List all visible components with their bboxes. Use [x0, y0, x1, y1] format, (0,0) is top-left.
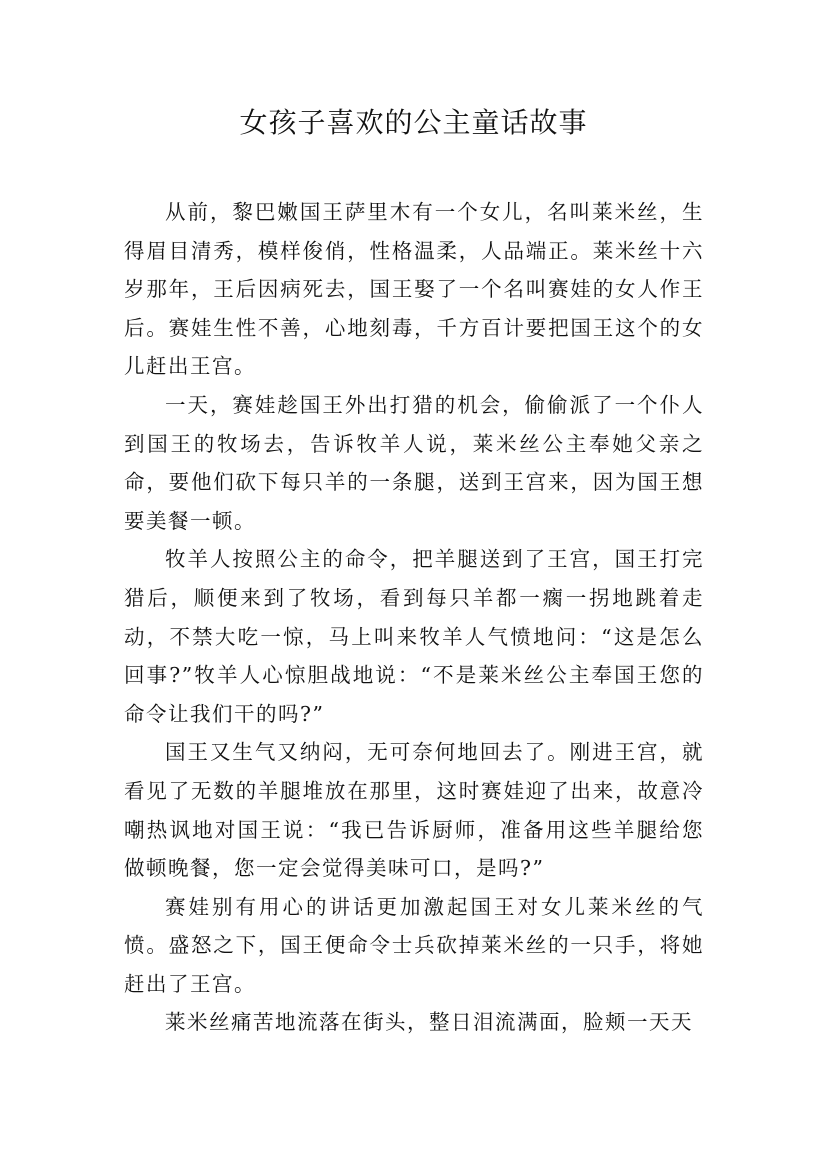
paragraph: 从前，黎巴嫩国王萨里木有一个女儿，名叫莱米丝，生得眉目清秀，模样俊俏，性格温柔，人品端正。莱米丝十六岁那年，王后因病死去，国王娶了一个名叫赛娃的女人作王后。赛娃生性不善，心地刻毒，千方百计要把国王这个的女儿赶出王宫。 [124, 200, 704, 379]
document-title: 女孩子喜欢的公主童话故事 [239, 106, 588, 139]
paragraph: 莱米丝痛苦地流落在街头，整日泪流满面，脸颊一天天 [165, 1010, 693, 1035]
document-body [124, 193, 704, 1042]
paragraph: 赛娃别有用心的讲话更加激起国王对女儿莱米丝的气愤。盛怒之下，国王便命令士兵砍掉莱米丝的一只手，将她赶出了王宫。 [124, 894, 704, 996]
paragraph: 一天，赛娃趁国王外出打猎的机会，偷偷派了一个仆人到国王的牧场去，告诉牧羊人说，莱米丝公主奉她父亲之命，要他们砍下每只羊的一条腿，送到王宫来，因为国王想要美餐一顿。 [124, 392, 704, 533]
paragraph: 国王又生气又纳闷，无可奈何地回去了。刚进王宫，就看见了无数的羊腿堆放在那里，这时赛娃迎了出来，故意冷嘲热讽地对国王说：“我已告诉厨师，准备用这些羊腿给您做顿晚餐，您一定会觉得美味可口，是吗?” [124, 740, 704, 881]
paragraph: 牧羊人按照公主的命令，把羊腿送到了王宫，国王打完猎后，顺便来到了牧场，看到每只羊都一瘸一拐地跳着走动，不禁大吃一惊，马上叫来牧羊人气愤地问：“这是怎么回事?”牧羊人心惊胆战地说：“不是莱米丝公主奉国王您的命令让我们干的吗?” [124, 547, 704, 726]
